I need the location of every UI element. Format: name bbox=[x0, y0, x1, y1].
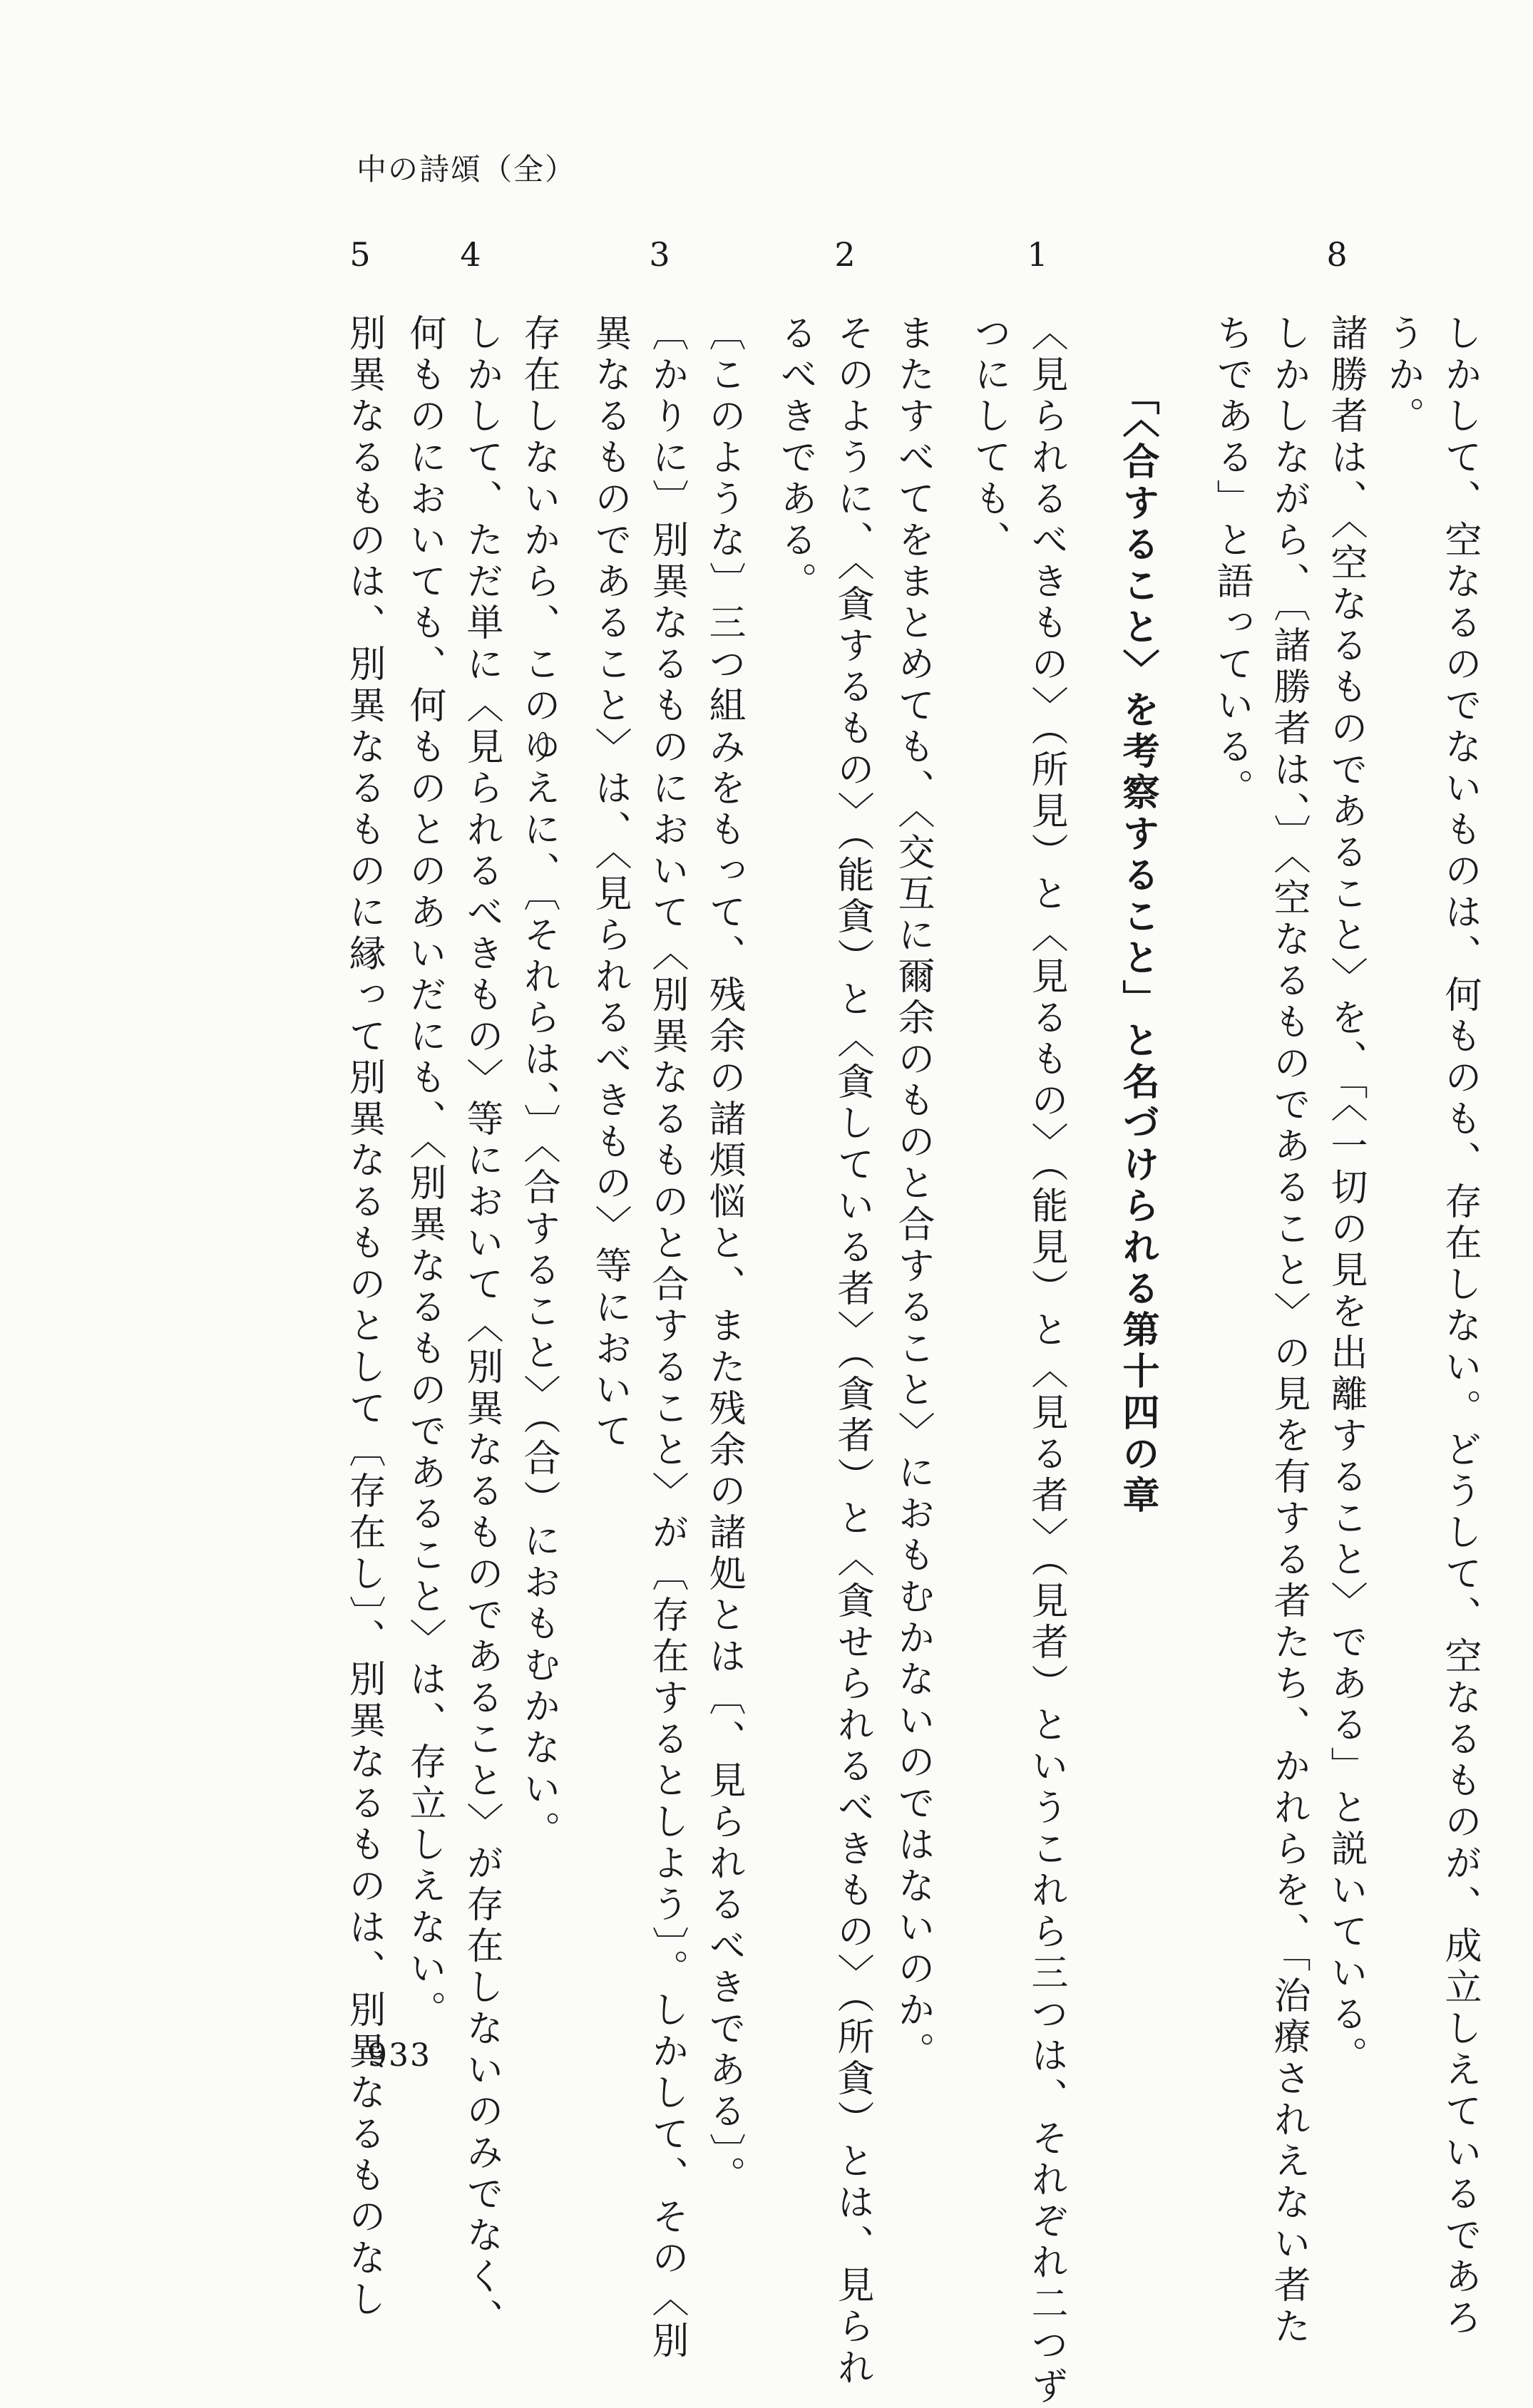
verse-number-4: 4 bbox=[460, 235, 481, 274]
text-column: るべきである。 bbox=[774, 314, 816, 603]
verse-number-3: 3 bbox=[649, 235, 670, 274]
text-column: 〔かりに〕別異なるものにおいて〈別異なるものと合すること〉が〔存在するとしよう〕。しかして、その〈別 bbox=[645, 314, 688, 2362]
text-column: 別異なるものは、別異なるものに縁って別異なるものとして〔存在し〕、別異なるものは、別異なるものなし bbox=[342, 314, 385, 2321]
verse-number-5: 5 bbox=[349, 235, 371, 274]
text-column: そのように、〈貪するもの〉（能貪）と〈貪している者〉（貪者）と〈貪せられるべきもの〉（所貪）とは、見られ bbox=[831, 314, 873, 2389]
text-column: しかして、空なるのでないものは、何ものも、存在しない。どうして、空なるものが、成立しえているであろ bbox=[1438, 314, 1481, 2340]
chapter-title: 「〈合すること〉を考察すること」と名づけられる第十四の章 bbox=[1116, 378, 1159, 1517]
text-column: 諸勝者は、〈空なるものであること〉を、「〈一切の見を出離すること〉である」と説いている。 bbox=[1324, 314, 1367, 2077]
verse-number-2: 2 bbox=[834, 235, 856, 274]
text-column: 〔このような〕三つ組みをもって、残余の諸煩悩と、また残余の諸処とは〔、見られるべきである〕。 bbox=[702, 314, 745, 2197]
text-column: またすべてをまとめても、〈交互に爾余のものと合すること〉におもむかないのではないのか。 bbox=[891, 314, 934, 2073]
text-column: ちである」と語っている。 bbox=[1210, 314, 1253, 810]
text-column: 存在しないから、このゆえに、〔それらは、〕〈合すること〉（合）におもむかない。 bbox=[517, 314, 560, 1852]
verse-number-8: 8 bbox=[1326, 235, 1348, 274]
text-column: しかして、ただ単に〈見られるべきもの〉等において〈別異なるものであること〉が存在しないのみでなく、 bbox=[460, 314, 503, 2340]
running-head: 中の詩頌（全） bbox=[357, 152, 577, 187]
text-column: つにしても、 bbox=[968, 314, 1010, 562]
text-column: 〈見られるべきもの〉（所見）と〈見るもの〉（能見）と〈見る者〉（見者）というこれら三つは、それぞれ二つず bbox=[1025, 314, 1067, 2408]
text-column: しかしながら、〔諸勝者は、〕〈空なるものであること〉の見を有する者たち、かれらを、「治療されえない者た bbox=[1267, 314, 1310, 2348]
text-column: 異なるものであること〉は、〈見られるべきもの〉等において bbox=[588, 314, 631, 1453]
text-column: 何ものにおいても、何ものとのあいだにも、〈別異なるものであること〉は、存立しえない。 bbox=[403, 314, 446, 2032]
verse-number-1: 1 bbox=[1027, 235, 1048, 274]
text-column: うか。 bbox=[1381, 314, 1424, 438]
page-number: 933 bbox=[367, 2037, 431, 2074]
